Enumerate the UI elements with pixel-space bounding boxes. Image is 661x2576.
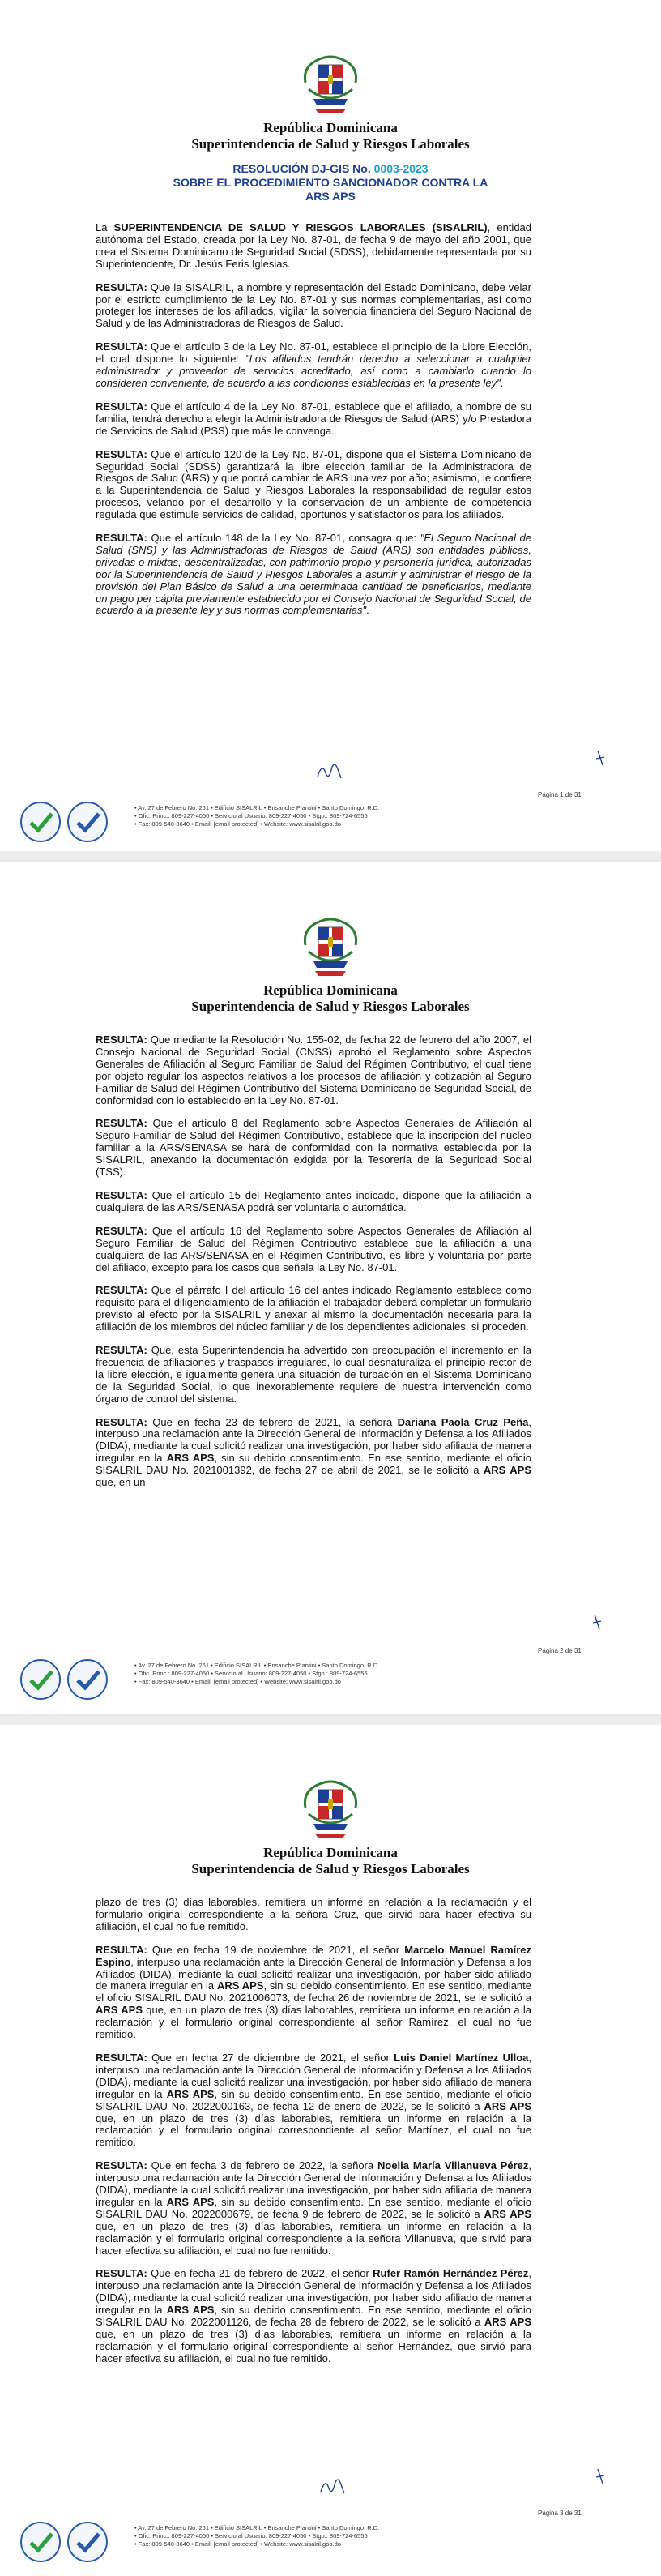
footer-phones: • Ofic. Princ.: 809-227-4050 • Servicio al Usuario: 809-227-4050 • Stgo.: 809-724-6556 bbox=[134, 1670, 368, 1677]
resulta-paragraph bbox=[96, 1190, 531, 1214]
footer-contact-info bbox=[134, 1662, 620, 1686]
ars-name: ARS APS bbox=[484, 2099, 531, 2112]
para-keyword: RESULTA: bbox=[96, 340, 147, 353]
document-page-3 bbox=[0, 1725, 661, 2576]
institution-name: Superintendencia de Salud y Riesgos Laborales bbox=[191, 136, 470, 152]
footer-contact-info bbox=[134, 2524, 620, 2548]
para-text: que, en un bbox=[96, 1476, 146, 1489]
para-keyword: SUPERINTENDENCIA DE SALUD Y RIESGOS LABORALES (SISALRIL) bbox=[113, 221, 488, 233]
ars-name: ARS APS bbox=[166, 1452, 215, 1465]
claimant-name: Rufer Ramón Hernández Pérez bbox=[373, 2267, 529, 2280]
para-text: Que en fecha 19 de noviembre de 2021, el señor bbox=[147, 1943, 405, 1956]
certification-seal-icon bbox=[19, 801, 62, 843]
para-keyword: RESULTA: bbox=[96, 280, 147, 293]
resolution-number-line bbox=[0, 162, 661, 176]
para-lead: La bbox=[96, 221, 108, 233]
resulta-paragraph bbox=[96, 2052, 531, 2149]
resulta-paragraph bbox=[96, 1345, 531, 1406]
para-text: que, en un plazo de tres (3) días laborables, remitiera un informe en relación a la reclamación y el formulario original correspondiente a la señora Villanueva, que sirvió para hacer efectiva su afiliación, el cual no fue remitido. bbox=[96, 2219, 531, 2257]
ars-name: ARS APS bbox=[166, 2087, 215, 2100]
page-3-body bbox=[96, 1897, 531, 2377]
footer-address: • Av. 27 de Febrero No. 261 • Edificio SISALRIL • Ensanche Piantini • Santo Domingo, R.D. bbox=[134, 2524, 380, 2531]
resolution-subject-line-1: SOBRE EL PROCEDIMIENTO SANCIONADOR CONTRA LA bbox=[173, 176, 488, 189]
resulta-paragraph bbox=[96, 341, 531, 390]
claimant-name: Luis Daniel Martínez Ulloa bbox=[394, 2051, 529, 2064]
document-page-2 bbox=[0, 862, 661, 1714]
claimant-name: Noelia María Villanueva Pérez bbox=[377, 2159, 529, 2172]
resulta-paragraph bbox=[96, 1118, 531, 1179]
page-1-body bbox=[96, 222, 531, 628]
footer-web: • Fax: 809-540-3640 • Email: [email protected] • Website: www.sisalril.gob.do bbox=[134, 820, 341, 828]
claimant-name: Dariana Paola Cruz Peña bbox=[397, 1415, 529, 1428]
footer-address: • Av. 27 de Febrero No. 261 • Edificio SISALRIL • Ensanche Piantini • Santo Domingo, R.D. bbox=[134, 1662, 380, 1669]
para-text: que, en un plazo de tres (3) días laborables, remitiera un informe en relación a la reclamación y el formulario original correspondiente al señor Ramírez, el cual no fue remitido. bbox=[96, 2004, 531, 2041]
page-number: Página 2 de 31 bbox=[538, 1647, 582, 1654]
para-keyword: RESULTA: bbox=[96, 400, 147, 413]
para-text: Que el artículo 16 del Reglamento sobre Aspectos Generales de Afiliación al Seguro Familiar de Salud del Régimen Contributivo establece que la afiliación a una cualquiera de las ARS/SENASA en el Régimen Contributivo, es libre y voluntaria por parte del afiliado, excepto para los casos que señala la Ley No. 87-01. bbox=[96, 1224, 531, 1273]
para-keyword: RESULTA: bbox=[96, 1033, 147, 1046]
initial-mark-icon bbox=[595, 749, 606, 767]
para-keyword: RESULTA: bbox=[96, 1284, 147, 1297]
resolution-number: 0003-2023 bbox=[373, 162, 429, 175]
certification-seal-icon bbox=[66, 801, 109, 843]
para-text: , sin su debido consentimiento. En ese sentido, mediante el oficio SISALRIL DAU No. 2021006073, de fecha 26 de noviembre de 2021, se le solicitó a bbox=[96, 1979, 531, 2005]
ars-name: ARS APS bbox=[166, 2195, 215, 2208]
resolution-prefix: RESOLUCIÓN DJ-GIS No. bbox=[232, 162, 371, 175]
para-quote: "Los afiliados tendrán derecho a seleccionar a cualquier administrador y proveedor de servicios acreditado, así como a cambiarlo cuando lo consideren conveniente, de acuerdo a las condiciones establecidas en la presente ley" bbox=[96, 353, 531, 389]
footer-address: • Av. 27 de Febrero No. 261 • Edificio SISALRIL • Ensanche Piantini • Santo Domingo, R.D. bbox=[134, 804, 380, 811]
country-name: República Dominicana bbox=[263, 120, 398, 135]
para-text: Que el artículo 148 de la Ley No. 87-01, consagra que: bbox=[147, 532, 420, 545]
para-text: Que mediante la Resolución No. 155-02, de fecha 22 de febrero del año 2007, el Consejo Nacional de Seguridad Social (CNSS) aprobó el Reglamento sobre Aspectos Generales de Afiliación al Seguro Familiar de Salud del Régimen Contributivo, el cual tiene por objeto regular los aspectos relativos a los procesos de afiliación y cotización al Seguro Familiar de Salud del Régimen Contributivo del Sistema Dominicano de Seguridad Social, de conformidad con lo establecido en la Ley No. 87-01. bbox=[96, 1033, 531, 1106]
para-quote: "El Seguro Nacional de Salud (SNS) y las Administradoras de Riesgos de Salud (ARS) son entidades públicas, privadas o mixtas, descentralizadas, con patrimonio propio y personería jurídica, autorizadas por la Superintendencia de Salud y Riesgos Laborales a asumir y administrar el riesgo de la provisión del Plan Básico de Salud a una determinada cantidad de beneficiarios, mediante un pago per cápita previamente establecido por el Consejo Nacional de Seguridad Social, de acuerdo a la presente ley y sus normas complementarias" bbox=[96, 532, 531, 617]
para-keyword: RESULTA: bbox=[96, 2051, 147, 2064]
resulta-paragraph bbox=[96, 1417, 531, 1489]
para-text: Que en fecha 3 de febrero de 2022, la señora bbox=[147, 2159, 377, 2172]
para-text: Que en fecha 23 de febrero de 2021, la señora bbox=[147, 1415, 398, 1428]
para-text: Que el artículo 120 de la Ley No. 87-01, dispone que el Sistema Dominicano de Seguridad Social (SDSS) garantizará la libre elección familiar de la Administradora de Riesgos de Salud (ARS) y que podrá cambiar de ARS una vez por año; asimismo, le confiere a la Superintendencia de Salud y Riesgos Laborales la responsabilidad de regular estos procesos, velando por el desarrollo y la conservación de un ambiente de competencia regulada que estimule servicios de calidad, oportunos y satisfactorios para los afiliados. bbox=[96, 447, 531, 521]
para-text: Que el párrafo I del artículo 16 del antes indicado Reglamento establece como requisito para el diligenciamiento de la afiliación el trabajador deberá completar un formulario previsto al efecto por la SISALRIL y anexar al mismo la documentación necesaria para la afiliación de los miembros del núcleo familiar y de los dependientes adicionales, si proceden. bbox=[96, 1284, 531, 1333]
para-keyword: RESULTA: bbox=[96, 447, 147, 460]
page-number: Página 3 de 31 bbox=[538, 2510, 582, 2517]
page-footer bbox=[19, 2521, 642, 2566]
page-footer bbox=[19, 801, 642, 846]
ars-name: ARS APS bbox=[484, 2207, 531, 2220]
para-text: , sin su debido consentimiento. En ese sentido, mediante el oficio SISALRIL DAU No. 2022000163, de fecha 12 de enero de 2022, se le solicitó a bbox=[96, 2087, 531, 2112]
footer-web: • Fax: 809-540-3640 • Email: [email protected] • Website: www.sisalril.gob.do bbox=[134, 2540, 341, 2548]
coat-of-arms-icon bbox=[297, 50, 364, 118]
coat-of-arms-icon bbox=[297, 913, 364, 981]
page-footer bbox=[19, 1658, 642, 1704]
resulta-paragraph bbox=[96, 401, 531, 438]
para-keyword: RESULTA: bbox=[96, 2267, 147, 2280]
resolution-subject-line-2: ARS APS bbox=[305, 190, 356, 203]
para-text: , interpuso una reclamación ante la Dirección General de Información y Defensa a los Afiliados (DIDA), mediante la cual solicitó realizar una investigación, por haber sido afiliado de manera irregular en la bbox=[96, 1955, 531, 1992]
resulta-paragraph bbox=[96, 1285, 531, 1333]
ars-name: ARS APS bbox=[166, 2304, 215, 2317]
resulta-paragraph bbox=[96, 449, 531, 521]
para-text: , sin su debido consentimiento. En ese sentido, mediante el oficio SISALRIL DAU No. 2021001392, de fecha 27 de abril de 2021, se le solicitó a bbox=[96, 1452, 531, 1477]
certification-seal-icon bbox=[66, 1658, 109, 1701]
certification-seal-icon bbox=[66, 2521, 109, 2563]
para-text: Que el artículo 4 de la Ley No. 87-01, establece que el afiliado, a nombre de su familia, tendrá derecho a elegir la Administradora de Riesgos de Salud (ARS) y/o Prestadora de Servicios de Salud (PSS) que más le convenga. bbox=[96, 400, 531, 437]
para-keyword: RESULTA: bbox=[96, 1224, 147, 1237]
para-keyword: RESULTA: bbox=[96, 1415, 147, 1428]
initial-mark-icon bbox=[595, 2467, 606, 2485]
institution-name: Superintendencia de Salud y Riesgos Laborales bbox=[191, 999, 470, 1014]
signature-icon bbox=[314, 759, 343, 783]
para-keyword: RESULTA: bbox=[96, 2159, 147, 2172]
resolution-title bbox=[0, 162, 661, 203]
resulta-paragraph bbox=[96, 1034, 531, 1106]
para-text: , interpuso una reclamación ante la Dirección General de Información y Defensa a los Afiliados (DIDA), mediante la cual solicitó realizar una investigación, por haber sido afiliada de manera irregular en la bbox=[96, 1415, 531, 1465]
footer-web: • Fax: 809-540-3640 • Email: [email protected] • Website: www.sisalril.gob.do bbox=[134, 1678, 341, 1685]
para-text: Que, esta Superintendencia ha advertido con preocupación el incremento en la frecuencia de afiliaciones y traspasos irregulares, lo cual desnaturaliza el principio rector de la libre elección, e igualmente genera una situación de turbación en el Sistema Dominicano de la Seguridad Social, lo que inexorablemente requiere de nuestra intervención como órgano de control del sistema. bbox=[96, 1344, 531, 1405]
document-page-1 bbox=[0, 0, 661, 851]
ars-name: ARS APS bbox=[96, 2004, 143, 2017]
para-tail: . bbox=[366, 604, 369, 617]
para-text: , sin su debido consentimiento. En ese sentido, mediante el oficio SISALRIL DAU No. 2022000679, de fecha 9 de febrero de 2022, se le solicitó a bbox=[96, 2195, 531, 2220]
para-keyword: RESULTA: bbox=[96, 1943, 147, 1956]
para-text: Que el artículo 3 de la Ley No. 87-01, establece el principio de la Libre Elección, el cual dispone lo siguiente: bbox=[96, 340, 531, 366]
resulta-paragraph bbox=[96, 2160, 531, 2257]
para-keyword: RESULTA: bbox=[96, 1188, 147, 1201]
para-text: plazo de tres (3) días laborables, remitiera un informe en relación a la reclamación y el formulario original correspondiente a la señora Cruz, que sirvió para hacer efectiva su afiliación, el cual no fue remitido. bbox=[96, 1896, 531, 1932]
claimant-name: Marcelo Manuel Ramírez Espino bbox=[96, 1943, 532, 1968]
ars-name: ARS APS bbox=[216, 1979, 264, 1992]
footer-phones: • Ofic. Princ.: 809-227-4050 • Servicio al Usuario: 809-227-4050 • Stgo.: 809-724-6556 bbox=[134, 812, 368, 819]
resulta-paragraph bbox=[96, 282, 531, 331]
para-text: , sin su debido consentimiento. En ese sentido, mediante el oficio SISALRIL DAU No. 2022001126, de fecha 28 de febrero de 2022, se le solicitó a bbox=[96, 2304, 531, 2329]
para-keyword: RESULTA: bbox=[96, 532, 147, 545]
page-number: Página 1 de 31 bbox=[538, 791, 582, 798]
page-2-body bbox=[96, 1034, 531, 1500]
resulta-paragraph bbox=[96, 1945, 531, 2041]
footer-contact-info bbox=[134, 804, 620, 828]
para-text: que, en un plazo de tres (3) días laborables, remitiera un informe en relación a la reclamación y el formulario original correspondiente al señor Martínez, el cual no fue remitido. bbox=[96, 2112, 531, 2149]
para-keyword: RESULTA: bbox=[96, 1117, 147, 1130]
para-text: , entidad autónoma del Estado, creada por la Ley No. 87-01, de fecha 9 de mayo del año 2001, que crea el Sistema Dominicano de Seguridad Social (SDSS), debidamente representada por su Superintendente, Dr. Jesús Feris Iglesias. bbox=[96, 221, 532, 270]
intro-paragraph bbox=[96, 222, 531, 271]
resulta-paragraph bbox=[96, 533, 531, 617]
institution-name: Superintendencia de Salud y Riesgos Laborales bbox=[191, 1861, 470, 1876]
coat-of-arms-icon bbox=[297, 1775, 364, 1843]
country-name: República Dominicana bbox=[263, 1845, 398, 1860]
para-text: Que la SISALRIL, a nombre y representación del Estado Dominicano, debe velar por el estricto cumplimiento de la Ley No. 87-01 y sus normas complementarias, así como proteger los intereses de los afiliados, vigilar la solvencia financiera del Seguro Nacional de Salud y de las Administradoras de Riesgos de Salud. bbox=[96, 280, 531, 330]
para-text: que, en un plazo de tres (3) días laborables, remitiera un informe en relación a la reclamación y el formulario original correspondiente al señor Hernández, que sirvió para hacer efectiva su afiliación, el cual no fue remitido. bbox=[96, 2328, 531, 2364]
certification-seal-icon bbox=[19, 1658, 62, 1701]
para-tail: . bbox=[500, 376, 504, 389]
signature-icon bbox=[318, 2474, 347, 2498]
para-text: , interpuso una reclamación ante la Dirección General de Información y Defensa a los Afiliados (DIDA), mediante la cual solicitó realizar una investigación, por haber sido afiliado de manera irregular en la bbox=[96, 2051, 531, 2100]
para-keyword: RESULTA: bbox=[96, 1344, 147, 1357]
resulta-paragraph bbox=[96, 1226, 531, 1274]
certification-seal-icon bbox=[19, 2521, 62, 2563]
resulta-paragraph bbox=[96, 2268, 531, 2364]
footer-phones: • Ofic. Princ.: 809-227-4050 • Servicio al Usuario: 809-227-4050 • Stgo.: 809-724-6556 bbox=[134, 2532, 368, 2540]
para-text: Que el artículo 8 del Reglamento sobre Aspectos Generales de Afiliación al Seguro Familiar de Salud del Régimen Contributivo, establece que la inscripción del núcleo familiar a la ARS/SENASA se hará de conformidad con la normativa establecida por la SISALRIL, anexando la documentación exigida por la Tesorería de la Seguridad Social (TSS). bbox=[96, 1117, 531, 1179]
para-text: Que en fecha 27 de diciembre de 2021, el señor bbox=[147, 2051, 394, 2064]
para-text: Que el artículo 15 del Reglamento antes indicado, dispone que la afiliación a cualquiera de las ARS/SENASA podrá ser voluntaria o automática. bbox=[96, 1188, 531, 1213]
ars-name: ARS APS bbox=[484, 2316, 531, 2329]
initial-mark-icon bbox=[591, 1613, 603, 1631]
ars-name: ARS APS bbox=[483, 1464, 531, 1477]
para-text: Que en fecha 21 de febrero de 2022, el señor bbox=[147, 2267, 373, 2280]
continuation-paragraph bbox=[96, 1897, 531, 1933]
para-text: , interpuso una reclamación ante la Dirección General de Información y Defensa a los Afiliados (DIDA), mediante la cual solicitó realizar una investigación, por haber sido afiliado de manera irregular en la bbox=[96, 2267, 531, 2317]
para-text: , interpuso una reclamación ante la Dirección General de Información y Defensa a los Afiliados (DIDA), mediante la cual solicitó realizar una investigación, por haber sido afiliada de manera irregular en la bbox=[96, 2159, 531, 2208]
country-name: República Dominicana bbox=[263, 982, 398, 998]
